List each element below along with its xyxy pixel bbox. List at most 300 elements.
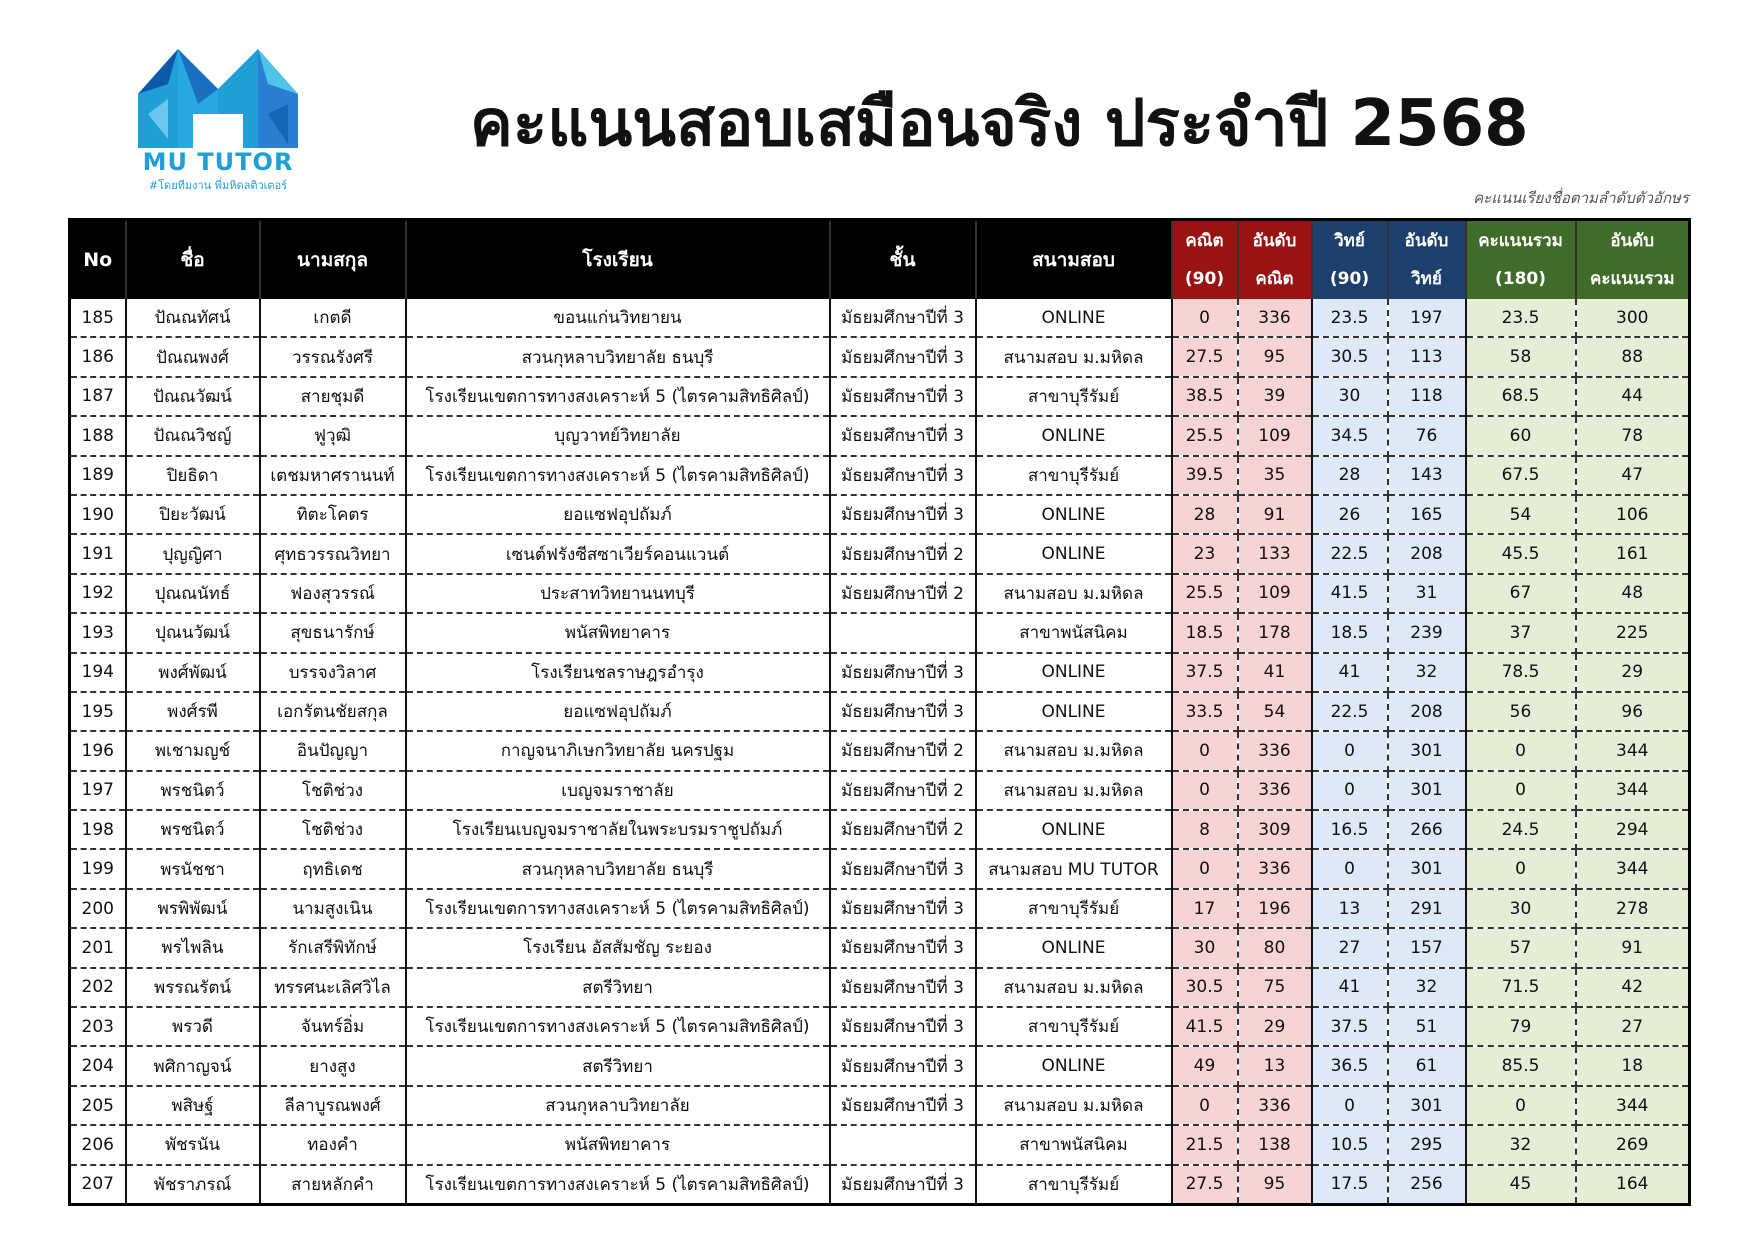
cell-no: 191: [70, 534, 126, 573]
cell-grade: มัธยมศึกษาปีที่ 3: [830, 1086, 976, 1125]
cell-math-rank: 309: [1238, 810, 1312, 849]
cell-total-score: 0: [1466, 849, 1576, 888]
cell-total-score: 45.5: [1466, 534, 1576, 573]
cell-science-score: 41.5: [1312, 574, 1388, 613]
cell-science-rank: 301: [1388, 771, 1466, 810]
cell-grade: มัธยมศึกษาปีที่ 2: [830, 574, 976, 613]
cell-grade: มัธยมศึกษาปีที่ 3: [830, 495, 976, 534]
cell-science-rank: 208: [1388, 534, 1466, 573]
cell-venue: สนามสอบ ม.มหิดล: [976, 731, 1172, 770]
cell-first-name: พรวดี: [126, 1007, 260, 1046]
cell-first-name: ปุญญิศา: [126, 534, 260, 573]
cell-school: โรงเรียนเขตการทางสงเคราะห์ 5 (ไตรคามสิทธิศิลป์): [406, 1007, 830, 1046]
cell-total-score: 54: [1466, 495, 1576, 534]
cell-total-rank: 42: [1576, 968, 1690, 1007]
cell-no: 196: [70, 731, 126, 770]
cell-math-score: 41.5: [1172, 1007, 1238, 1046]
cell-science-score: 36.5: [1312, 1046, 1388, 1085]
cell-math-score: 30.5: [1172, 968, 1238, 1007]
cell-venue: ONLINE: [976, 534, 1172, 573]
cell-venue: ONLINE: [976, 1046, 1172, 1085]
cell-science-rank: 239: [1388, 613, 1466, 652]
cell-first-name: พเชามญช์: [126, 731, 260, 770]
cell-no: 192: [70, 574, 126, 613]
cell-first-name: พัชราภรณ์: [126, 1165, 260, 1205]
cell-last-name: ยางสูง: [260, 1046, 406, 1085]
cell-science-rank: 208: [1388, 692, 1466, 731]
sort-note: คะแนนเรียงชื่อตามลำดับตัวอักษร: [1473, 189, 1689, 207]
cell-no: 205: [70, 1086, 126, 1125]
cell-math-rank: 35: [1238, 456, 1312, 495]
cell-math-rank: 109: [1238, 574, 1312, 613]
table-row: [70, 534, 1690, 573]
cell-school: สตรีวิทยา: [406, 968, 830, 1007]
cell-total-score: 85.5: [1466, 1046, 1576, 1085]
cell-venue: สาขาบุรีรัมย์: [976, 1165, 1172, 1205]
cell-grade: มัธยมศึกษาปีที่ 3: [830, 849, 976, 888]
cell-total-score: 0: [1466, 1086, 1576, 1125]
cell-no: 204: [70, 1046, 126, 1085]
cell-no: 194: [70, 653, 126, 692]
cell-math-rank: 80: [1238, 928, 1312, 967]
cell-school: สวนกุหลาบวิทยาลัย: [406, 1086, 830, 1125]
header-math-rank: อันดับ คณิต: [1238, 220, 1312, 300]
cell-math-rank: 13: [1238, 1046, 1312, 1085]
cell-science-score: 0: [1312, 1086, 1388, 1125]
cell-grade: [830, 613, 976, 652]
cell-total-score: 67: [1466, 574, 1576, 613]
table-row: [70, 1086, 1690, 1125]
cell-science-rank: 118: [1388, 377, 1466, 416]
cell-grade: มัธยมศึกษาปีที่ 2: [830, 771, 976, 810]
cell-science-rank: 197: [1388, 299, 1466, 337]
cell-total-score: 30: [1466, 889, 1576, 928]
table-row: [70, 299, 1690, 337]
cell-venue: สนามสอบ ม.มหิดล: [976, 771, 1172, 810]
cell-total-rank: 344: [1576, 1086, 1690, 1125]
cell-grade: มัธยมศึกษาปีที่ 3: [830, 416, 976, 455]
cell-first-name: ปิยะวัฒน์: [126, 495, 260, 534]
cell-no: 197: [70, 771, 126, 810]
cell-science-score: 27: [1312, 928, 1388, 967]
cell-total-score: 23.5: [1466, 299, 1576, 337]
cell-total-rank: 269: [1576, 1125, 1690, 1164]
table-row: [70, 849, 1690, 888]
cell-first-name: ปัณณพงศ์: [126, 337, 260, 376]
cell-first-name: ปุณนวัฒน์: [126, 613, 260, 652]
table-row: [70, 377, 1690, 416]
cell-total-rank: 294: [1576, 810, 1690, 849]
table-row: [70, 1046, 1690, 1085]
cell-venue: สนามสอบ ม.มหิดล: [976, 968, 1172, 1007]
mu-tutor-logo: [138, 44, 298, 194]
table-row: [70, 416, 1690, 455]
cell-first-name: ปัณณวิชญ์: [126, 416, 260, 455]
cell-science-rank: 32: [1388, 968, 1466, 1007]
score-table: [68, 218, 1691, 1206]
table-row: [70, 613, 1690, 652]
table-row: [70, 456, 1690, 495]
cell-first-name: ปุณณนัทธ์: [126, 574, 260, 613]
cell-math-score: 30: [1172, 928, 1238, 967]
cell-science-score: 26: [1312, 495, 1388, 534]
cell-total-rank: 344: [1576, 731, 1690, 770]
cell-math-score: 0: [1172, 849, 1238, 888]
cell-math-rank: 109: [1238, 416, 1312, 455]
cell-math-score: 0: [1172, 299, 1238, 337]
cell-total-rank: 27: [1576, 1007, 1690, 1046]
table-row: [70, 731, 1690, 770]
cell-total-rank: 18: [1576, 1046, 1690, 1085]
cell-science-score: 0: [1312, 731, 1388, 770]
cell-science-rank: 256: [1388, 1165, 1466, 1205]
cell-no: 206: [70, 1125, 126, 1164]
cell-total-score: 67.5: [1466, 456, 1576, 495]
cell-last-name: ลีลาบูรณพงศ์: [260, 1086, 406, 1125]
cell-total-score: 68.5: [1466, 377, 1576, 416]
cell-math-score: 37.5: [1172, 653, 1238, 692]
cell-science-score: 0: [1312, 771, 1388, 810]
cell-total-rank: 96: [1576, 692, 1690, 731]
cell-no: 189: [70, 456, 126, 495]
cell-school: โรงเรียนเขตการทางสงเคราะห์ 5 (ไตรคามสิทธิศิลป์): [406, 889, 830, 928]
cell-science-score: 16.5: [1312, 810, 1388, 849]
cell-math-rank: 91: [1238, 495, 1312, 534]
cell-science-score: 18.5: [1312, 613, 1388, 652]
cell-total-rank: 161: [1576, 534, 1690, 573]
cell-first-name: พงศ์พัฒน์: [126, 653, 260, 692]
cell-science-rank: 32: [1388, 653, 1466, 692]
cell-grade: มัธยมศึกษาปีที่ 2: [830, 731, 976, 770]
cell-venue: สนามสอบ ม.มหิดล: [976, 337, 1172, 376]
cell-science-rank: 301: [1388, 1086, 1466, 1125]
cell-venue: สาขาบุรีรัมย์: [976, 1007, 1172, 1046]
cell-math-score: 8: [1172, 810, 1238, 849]
cell-total-score: 71.5: [1466, 968, 1576, 1007]
cell-science-score: 30: [1312, 377, 1388, 416]
cell-total-score: 58: [1466, 337, 1576, 376]
cell-science-score: 22.5: [1312, 534, 1388, 573]
cell-science-score: 17.5: [1312, 1165, 1388, 1205]
cell-school: ขอนแก่นวิทยายน: [406, 299, 830, 337]
cell-venue: ONLINE: [976, 299, 1172, 337]
cell-venue: สาขาบุรีรัมย์: [976, 377, 1172, 416]
cell-math-score: 21.5: [1172, 1125, 1238, 1164]
cell-first-name: พสิษฐ์: [126, 1086, 260, 1125]
cell-science-rank: 51: [1388, 1007, 1466, 1046]
logo-name: MU TUTOR: [142, 148, 294, 176]
cell-grade: มัธยมศึกษาปีที่ 3: [830, 299, 976, 337]
table-row: [70, 889, 1690, 928]
cell-total-score: 45: [1466, 1165, 1576, 1205]
cell-science-rank: 291: [1388, 889, 1466, 928]
table-row: [70, 653, 1690, 692]
header-first-name: ชื่อ: [126, 220, 260, 300]
cell-venue: สนามสอบ ม.มหิดล: [976, 574, 1172, 613]
cell-venue: ONLINE: [976, 495, 1172, 534]
cell-school: โรงเรียนชลราษฎรอำรุง: [406, 653, 830, 692]
cell-first-name: พัชรนัน: [126, 1125, 260, 1164]
cell-math-rank: 336: [1238, 849, 1312, 888]
cell-first-name: ปัณณทัศน์: [126, 299, 260, 337]
cell-last-name: อินปัญญา: [260, 731, 406, 770]
cell-math-rank: 138: [1238, 1125, 1312, 1164]
cell-last-name: สายหลักคำ: [260, 1165, 406, 1205]
cell-total-score: 57: [1466, 928, 1576, 967]
cell-total-rank: 78: [1576, 416, 1690, 455]
table-row: [70, 810, 1690, 849]
cell-total-rank: 225: [1576, 613, 1690, 652]
cell-grade: มัธยมศึกษาปีที่ 3: [830, 1046, 976, 1085]
cell-school: พนัสพิทยาคาร: [406, 613, 830, 652]
cell-total-rank: 88: [1576, 337, 1690, 376]
cell-first-name: พรรณรัตน์: [126, 968, 260, 1007]
cell-last-name: โชติช่วง: [260, 771, 406, 810]
cell-science-rank: 301: [1388, 731, 1466, 770]
cell-math-rank: 54: [1238, 692, 1312, 731]
cell-last-name: ศุทธวรรณวิทยา: [260, 534, 406, 573]
table-row: [70, 1007, 1690, 1046]
header-venue: สนามสอบ: [976, 220, 1172, 300]
cell-total-rank: 300: [1576, 299, 1690, 337]
cell-science-score: 30.5: [1312, 337, 1388, 376]
cell-math-rank: 336: [1238, 1086, 1312, 1125]
cell-last-name: สุขธนารักษ์: [260, 613, 406, 652]
cell-no: 200: [70, 889, 126, 928]
cell-first-name: ปิยธิดา: [126, 456, 260, 495]
cell-math-score: 27.5: [1172, 337, 1238, 376]
cell-venue: สาขาพนัสนิคม: [976, 613, 1172, 652]
cell-total-rank: 278: [1576, 889, 1690, 928]
cell-total-rank: 29: [1576, 653, 1690, 692]
table-row: [70, 495, 1690, 534]
cell-first-name: ปัณณวัฒน์: [126, 377, 260, 416]
cell-school: โรงเรียนเขตการทางสงเคราะห์ 5 (ไตรคามสิทธิศิลป์): [406, 377, 830, 416]
cell-school: ยอแซฟอุปถัมภ์: [406, 692, 830, 731]
cell-school: ยอแซฟอุปถัมภ์: [406, 495, 830, 534]
cell-no: 207: [70, 1165, 126, 1205]
cell-grade: มัธยมศึกษาปีที่ 3: [830, 653, 976, 692]
cell-science-rank: 76: [1388, 416, 1466, 455]
table-row: [70, 1165, 1690, 1205]
cell-venue: ONLINE: [976, 416, 1172, 455]
cell-math-score: 39.5: [1172, 456, 1238, 495]
cell-science-score: 23.5: [1312, 299, 1388, 337]
cell-math-rank: 133: [1238, 534, 1312, 573]
cell-math-rank: 29: [1238, 1007, 1312, 1046]
cell-grade: มัธยมศึกษาปีที่ 3: [830, 1165, 976, 1205]
cell-venue: สนามสอบ MU TUTOR: [976, 849, 1172, 888]
cell-math-rank: 75: [1238, 968, 1312, 1007]
table-row: [70, 337, 1690, 376]
cell-science-score: 0: [1312, 849, 1388, 888]
cell-math-score: 17: [1172, 889, 1238, 928]
cell-school: โรงเรียน อัสสัมชัญ ระยอง: [406, 928, 830, 967]
cell-no: 186: [70, 337, 126, 376]
cell-last-name: เตชมหาศรานนท์: [260, 456, 406, 495]
cell-science-rank: 157: [1388, 928, 1466, 967]
header-total-score: คะแนนรวม (180): [1466, 220, 1576, 300]
cell-grade: [830, 1125, 976, 1164]
cell-school: กาญจนาภิเษกวิทยาลัย นครปฐม: [406, 731, 830, 770]
cell-venue: ONLINE: [976, 810, 1172, 849]
cell-last-name: วรรณรังศรี: [260, 337, 406, 376]
cell-no: 185: [70, 299, 126, 337]
cell-first-name: พรชนิตว์: [126, 810, 260, 849]
cell-total-rank: 344: [1576, 849, 1690, 888]
table-row: [70, 928, 1690, 967]
cell-no: 198: [70, 810, 126, 849]
cell-science-rank: 165: [1388, 495, 1466, 534]
cell-first-name: พรนัชชา: [126, 849, 260, 888]
cell-total-rank: 91: [1576, 928, 1690, 967]
cell-school: โรงเรียนเบญจมราชาลัยในพระบรมราชูปถัมภ์: [406, 810, 830, 849]
cell-total-score: 24.5: [1466, 810, 1576, 849]
cell-science-score: 34.5: [1312, 416, 1388, 455]
cell-grade: มัธยมศึกษาปีที่ 2: [830, 534, 976, 573]
cell-science-rank: 295: [1388, 1125, 1466, 1164]
cell-science-score: 10.5: [1312, 1125, 1388, 1164]
cell-school: สตรีวิทยา: [406, 1046, 830, 1085]
cell-total-rank: 164: [1576, 1165, 1690, 1205]
cell-no: 201: [70, 928, 126, 967]
cell-first-name: พรชนิตว์: [126, 771, 260, 810]
cell-no: 187: [70, 377, 126, 416]
cell-math-rank: 178: [1238, 613, 1312, 652]
cell-venue: ONLINE: [976, 928, 1172, 967]
cell-last-name: ทรรศนะเลิศวิไล: [260, 968, 406, 1007]
cell-math-rank: 196: [1238, 889, 1312, 928]
cell-math-score: 25.5: [1172, 574, 1238, 613]
header-math-score: คณิต (90): [1172, 220, 1238, 300]
cell-math-score: 0: [1172, 1086, 1238, 1125]
cell-math-rank: 95: [1238, 1165, 1312, 1205]
cell-grade: มัธยมศึกษาปีที่ 3: [830, 889, 976, 928]
header-last-name: นามสกุล: [260, 220, 406, 300]
cell-school: ประสาทวิทยานนทบุรี: [406, 574, 830, 613]
cell-total-rank: 47: [1576, 456, 1690, 495]
cell-total-score: 79: [1466, 1007, 1576, 1046]
cell-total-score: 56: [1466, 692, 1576, 731]
cell-science-score: 41: [1312, 968, 1388, 1007]
cell-science-score: 37.5: [1312, 1007, 1388, 1046]
cell-total-score: 0: [1466, 771, 1576, 810]
cell-last-name: ฤทธิเดช: [260, 849, 406, 888]
cell-total-score: 37: [1466, 613, 1576, 652]
cell-last-name: เอกรัตนชัยสกุล: [260, 692, 406, 731]
cell-grade: มัธยมศึกษาปีที่ 3: [830, 1007, 976, 1046]
cell-school: สวนกุหลาบวิทยาลัย ธนบุรี: [406, 337, 830, 376]
cell-math-rank: 41: [1238, 653, 1312, 692]
cell-no: 195: [70, 692, 126, 731]
cell-last-name: เกตดี: [260, 299, 406, 337]
cell-grade: มัธยมศึกษาปีที่ 3: [830, 968, 976, 1007]
cell-first-name: พงศ์รพี: [126, 692, 260, 731]
cell-first-name: พรพิพัฒน์: [126, 889, 260, 928]
table-row: [70, 574, 1690, 613]
cell-school: โรงเรียนเขตการทางสงเคราะห์ 5 (ไตรคามสิทธิศิลป์): [406, 1165, 830, 1205]
cell-math-score: 27.5: [1172, 1165, 1238, 1205]
cell-math-score: 18.5: [1172, 613, 1238, 652]
cell-school: เซนต์ฟรังซีสซาเวียร์คอนแวนต์: [406, 534, 830, 573]
cell-total-rank: 106: [1576, 495, 1690, 534]
cell-grade: มัธยมศึกษาปีที่ 3: [830, 337, 976, 376]
logo-tagline: #โดยทีมงาน พี่มหิดลติวเตอร์: [148, 179, 288, 192]
cell-grade: มัธยมศึกษาปีที่ 3: [830, 692, 976, 731]
cell-science-rank: 301: [1388, 849, 1466, 888]
cell-venue: สาขาบุรีรัมย์: [976, 456, 1172, 495]
cell-total-score: 0: [1466, 731, 1576, 770]
cell-math-rank: 39: [1238, 377, 1312, 416]
cell-science-score: 41: [1312, 653, 1388, 692]
header-school: โรงเรียน: [406, 220, 830, 300]
cell-science-rank: 266: [1388, 810, 1466, 849]
cell-total-rank: 44: [1576, 377, 1690, 416]
header-science-score: วิทย์ (90): [1312, 220, 1388, 300]
logo-icon: [138, 44, 298, 148]
cell-last-name: สายชุมดี: [260, 377, 406, 416]
cell-venue: สาขาพนัสนิคม: [976, 1125, 1172, 1164]
cell-grade: มัธยมศึกษาปีที่ 3: [830, 456, 976, 495]
cell-school: สวนกุหลาบวิทยาลัย ธนบุรี: [406, 849, 830, 888]
cell-total-score: 78.5: [1466, 653, 1576, 692]
cell-math-score: 0: [1172, 731, 1238, 770]
cell-last-name: ทิตะโคตร: [260, 495, 406, 534]
cell-math-rank: 336: [1238, 731, 1312, 770]
cell-total-score: 32: [1466, 1125, 1576, 1164]
cell-school: บุญวาทย์วิทยาลัย: [406, 416, 830, 455]
cell-science-score: 13: [1312, 889, 1388, 928]
cell-math-score: 49: [1172, 1046, 1238, 1085]
cell-grade: มัธยมศึกษาปีที่ 2: [830, 810, 976, 849]
header-science-rank: อันดับ วิทย์: [1388, 220, 1466, 300]
cell-math-rank: 95: [1238, 337, 1312, 376]
cell-math-rank: 336: [1238, 771, 1312, 810]
cell-science-rank: 61: [1388, 1046, 1466, 1085]
cell-venue: ONLINE: [976, 653, 1172, 692]
cell-last-name: ทองคำ: [260, 1125, 406, 1164]
cell-first-name: พศิกาญจน์: [126, 1046, 260, 1085]
cell-last-name: โชติช่วง: [260, 810, 406, 849]
cell-grade: มัธยมศึกษาปีที่ 3: [830, 377, 976, 416]
cell-last-name: บรรจงวิลาศ: [260, 653, 406, 692]
cell-grade: มัธยมศึกษาปีที่ 3: [830, 928, 976, 967]
cell-venue: ONLINE: [976, 692, 1172, 731]
header-no: No: [70, 220, 126, 300]
cell-last-name: ฟูวุฒิ: [260, 416, 406, 455]
cell-no: 203: [70, 1007, 126, 1046]
cell-last-name: รักเสรีพิทักษ์: [260, 928, 406, 967]
cell-science-score: 22.5: [1312, 692, 1388, 731]
cell-last-name: ฟองสุวรรณ์: [260, 574, 406, 613]
cell-no: 190: [70, 495, 126, 534]
cell-science-rank: 143: [1388, 456, 1466, 495]
cell-total-score: 60: [1466, 416, 1576, 455]
cell-science-score: 28: [1312, 456, 1388, 495]
cell-math-score: 33.5: [1172, 692, 1238, 731]
cell-first-name: พรไพลิน: [126, 928, 260, 967]
table-row: [70, 1125, 1690, 1164]
cell-school: เบญจมราชาลัย: [406, 771, 830, 810]
cell-math-score: 28: [1172, 495, 1238, 534]
cell-last-name: นามสูงเนิน: [260, 889, 406, 928]
score-table-body: [70, 299, 1690, 1204]
cell-school: โรงเรียนเขตการทางสงเคราะห์ 5 (ไตรคามสิทธิศิลป์): [406, 456, 830, 495]
cell-no: 193: [70, 613, 126, 652]
cell-math-score: 23: [1172, 534, 1238, 573]
cell-total-rank: 48: [1576, 574, 1690, 613]
cell-math-score: 25.5: [1172, 416, 1238, 455]
